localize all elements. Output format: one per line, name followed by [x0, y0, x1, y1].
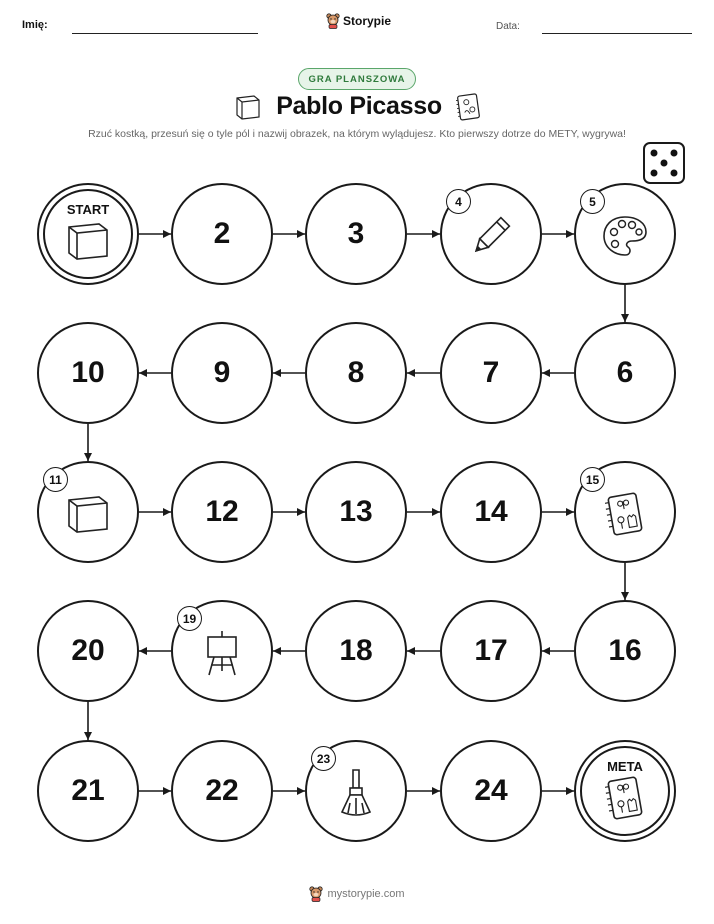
- cell-number: 18: [339, 634, 373, 667]
- board-cell[interactable]: [574, 183, 676, 285]
- cell-number-badge: 23: [311, 746, 336, 771]
- path-arrow: [273, 647, 305, 655]
- path-arrow: [542, 787, 574, 795]
- board-cell[interactable]: [305, 322, 407, 424]
- path-arrow: [139, 230, 171, 238]
- cell-number: 22: [205, 774, 239, 807]
- path-arrow: [542, 647, 574, 655]
- path-arrow: [542, 230, 574, 238]
- cell-number: 8: [347, 356, 365, 389]
- board-cell[interactable]: [305, 183, 407, 285]
- cell-label: META: [607, 759, 643, 774]
- board-cell[interactable]: [305, 600, 407, 702]
- book-icon: [65, 221, 111, 261]
- cell-number: 13: [339, 495, 373, 528]
- cell-number: 14: [474, 495, 508, 528]
- cell-number-badge: 5: [580, 189, 605, 214]
- book-icon: [65, 494, 111, 534]
- board-cell[interactable]: [37, 740, 139, 842]
- path-arrow: [407, 647, 440, 655]
- board-cell[interactable]: [574, 740, 676, 842]
- board-cell[interactable]: [37, 322, 139, 424]
- board-cell[interactable]: [171, 461, 273, 563]
- path-arrow: [273, 787, 305, 795]
- sketchbook-icon: [605, 775, 645, 821]
- board-cell[interactable]: [37, 461, 139, 563]
- path-arrow: [407, 787, 440, 795]
- board-cell[interactable]: [440, 600, 542, 702]
- instructions-text: Rzuć kostką, przesuń się o tyle pól i nazwij obrazek, na którym wylądujesz. Kto pierwszy dotrze do METY, wygrywa!: [88, 128, 626, 140]
- board-cell[interactable]: [37, 183, 139, 285]
- sketchbook-icon: [605, 491, 645, 537]
- bear-mascot-icon: [326, 13, 340, 29]
- path-arrow: [273, 230, 305, 238]
- path-arrow: [542, 508, 574, 516]
- cell-label: START: [66, 202, 110, 217]
- cell-number: 7: [482, 356, 500, 389]
- path-arrow: [273, 508, 305, 516]
- path-arrow: [407, 230, 440, 238]
- cell-number-badge: 19: [177, 606, 202, 631]
- path-arrow: [273, 369, 305, 377]
- bear-mascot-icon: [309, 886, 323, 902]
- cell-number: 10: [71, 356, 105, 389]
- sketchbook-icon: [456, 93, 480, 121]
- board-cell[interactable]: [305, 740, 407, 842]
- palette-icon: [601, 214, 649, 258]
- book-icon: [234, 94, 262, 120]
- board-cell[interactable]: [574, 322, 676, 424]
- cell-number: 12: [205, 495, 239, 528]
- dice-icon: [642, 141, 686, 185]
- path-arrow: [139, 647, 171, 655]
- board-cell[interactable]: [305, 461, 407, 563]
- path-arrow: [84, 424, 92, 461]
- path-arrow: [139, 787, 171, 795]
- name-label: Imię:: [22, 19, 48, 31]
- cell-number: 16: [608, 634, 642, 667]
- path-arrow: [542, 369, 574, 377]
- board-cell[interactable]: [440, 740, 542, 842]
- cell-number-badge: 15: [580, 467, 605, 492]
- cell-number: 6: [616, 356, 634, 389]
- cell-number: 3: [347, 217, 365, 250]
- board-cell[interactable]: [37, 600, 139, 702]
- page-title: Pablo Picasso: [276, 92, 442, 120]
- path-arrow: [139, 369, 171, 377]
- cell-number: 24: [474, 774, 508, 807]
- cell-number: 17: [474, 634, 508, 667]
- board-cell[interactable]: [171, 600, 273, 702]
- board-cell[interactable]: [574, 600, 676, 702]
- path-arrow: [621, 563, 629, 600]
- brand-name: Storypie: [343, 14, 392, 28]
- cell-number: 20: [71, 634, 105, 667]
- date-label: Data:: [496, 21, 520, 32]
- path-arrow: [84, 702, 92, 740]
- board-cell[interactable]: [171, 740, 273, 842]
- brand-logo: [326, 13, 391, 29]
- board-cell[interactable]: [440, 322, 542, 424]
- footer-url[interactable]: mystorypie.com: [327, 888, 405, 900]
- game-type-badge: GRA PLANSZOWA: [298, 68, 416, 90]
- path-arrow: [407, 508, 440, 516]
- board-cell[interactable]: [574, 461, 676, 563]
- board-cell[interactable]: [171, 322, 273, 424]
- board-cell[interactable]: [440, 461, 542, 563]
- easel-icon: [202, 629, 242, 677]
- paintbrush-icon: [336, 768, 376, 818]
- path-arrow: [139, 508, 171, 516]
- date-line[interactable]: [542, 33, 692, 34]
- cell-number: 9: [213, 356, 231, 389]
- cell-number-badge: 4: [446, 189, 471, 214]
- board-cell[interactable]: [171, 183, 273, 285]
- cell-number: 21: [71, 774, 105, 807]
- board-cell[interactable]: [440, 183, 542, 285]
- cell-number-badge: 11: [43, 467, 68, 492]
- name-line[interactable]: [72, 33, 258, 34]
- path-arrow: [621, 285, 629, 322]
- cell-number: 2: [213, 217, 231, 250]
- footer: [0, 886, 714, 902]
- pencil-icon: [467, 212, 515, 260]
- path-arrow: [407, 369, 440, 377]
